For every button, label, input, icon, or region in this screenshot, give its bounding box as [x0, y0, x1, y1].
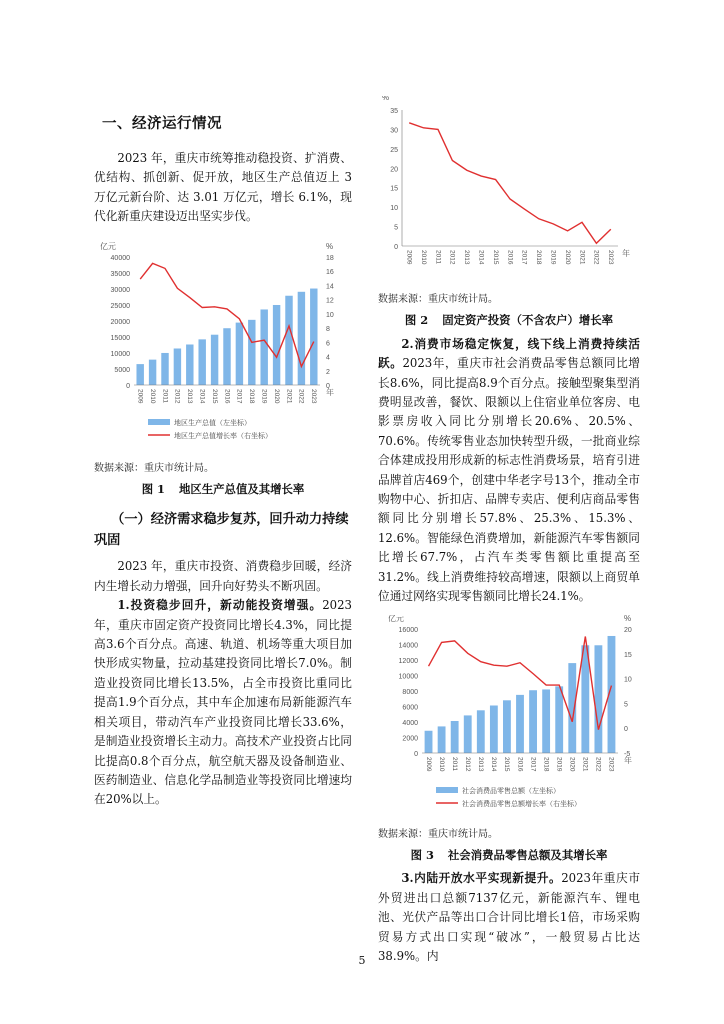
- left-unit-label: 亿元: [100, 241, 116, 251]
- fig3-source: 数据来源：重庆市统计局。: [378, 828, 498, 840]
- opening-body: 2023年重庆市外贸进出口总额7137亿元，新能源汽车、锂电池、光伏产品等出口合计同比增长1倍，市场采购贸易方式出口实现“破冰”，一般贸易占比达38.9%。内: [378, 871, 641, 963]
- y-tick-label: 30000: [110, 286, 130, 294]
- bar: [149, 359, 156, 384]
- right-column: [378, 96, 640, 966]
- bar: [529, 690, 537, 753]
- y-tick-label: 20000: [110, 318, 130, 326]
- x-tick-label: 2022: [592, 250, 600, 265]
- x-tick-label: 2012: [448, 250, 456, 265]
- y-tick-label: 25: [390, 146, 398, 154]
- y-tick-label: 40000: [110, 254, 130, 262]
- y2-tick-label: 8: [326, 325, 330, 333]
- fig1-source: 数据来源：重庆市统计局。: [94, 462, 214, 474]
- x-tick-label: 2009: [424, 756, 432, 771]
- y2-tick-label: 15: [624, 651, 632, 659]
- x-tick-label: 2017: [235, 388, 243, 404]
- bar: [542, 689, 550, 753]
- fig2-source: 数据来源：重庆市统计局。: [378, 294, 498, 305]
- bar: [555, 686, 563, 753]
- x-tick-label: 2016: [223, 388, 231, 404]
- x-unit-label: 年: [326, 387, 334, 397]
- fig2-chart: [378, 96, 640, 272]
- x-tick-label: 2011: [161, 388, 169, 403]
- bar: [285, 295, 292, 384]
- x-tick-label: 2014: [477, 250, 485, 265]
- y2-tick-label: 20: [624, 626, 632, 634]
- y-tick-label: 25000: [110, 302, 130, 310]
- x-tick-label: 2023: [310, 388, 318, 404]
- y-tick-label: 14000: [398, 642, 418, 649]
- x-tick-label: 2017: [520, 250, 528, 265]
- x-tick-label: 2018: [248, 388, 256, 404]
- legend-bar-swatch: [436, 787, 458, 793]
- x-tick-label: 2016: [506, 250, 514, 265]
- bar: [248, 319, 255, 384]
- bar: [451, 720, 459, 752]
- y2-tick-label: 16: [326, 268, 334, 276]
- x-unit-label: 年: [624, 755, 632, 765]
- investment-lead: 1.投资稳步回升，新动能投资增强。: [117, 598, 323, 613]
- consumption-lead: 2.消费市场稳定恢复，线下线上消费持续活跃。: [378, 336, 640, 371]
- right-unit-label: %: [624, 614, 632, 623]
- bar: [223, 328, 230, 385]
- left-column: [94, 112, 352, 810]
- x-tick-label: 2011: [434, 250, 442, 264]
- x-tick-label: 2022: [297, 388, 305, 404]
- intro-paragraph: 2023 年，重庆市统筹推动稳投资、扩消费、优结构、抓创新、促开放，地区生产总值迈上 3 万亿元新台阶、达 3.01 万亿元，增长 6.1%，现代化新重庆建设迈出坚实步伐。: [94, 151, 352, 224]
- bar: [425, 730, 433, 752]
- x-tick-label: 2020: [563, 250, 571, 265]
- y-tick-label: 6000: [402, 704, 418, 711]
- legend-line-label: 社会消费品零售总额增长率（右坐标）: [462, 800, 581, 808]
- opening-lead: 3.内陆开放水平实现新提升。: [401, 871, 562, 886]
- x-tick-label: 2021: [285, 388, 293, 404]
- y-tick-label: 15000: [110, 334, 130, 342]
- investment-body: 2023年，重庆市固定资产投资同比增长4.3%，同比提高3.6个百分点。高速、轨道、机场等重大项目加快形成实物量，拉动基建投资同比增长7.0%。制造业投资同比增长13.5%，占全市投资比重同比提高1.9个百分点，其中车企加速布局新能源汽车相关项目，带动汽车产业投资同比增长33.6%，是制造业投资增长主动力。高技术产业投资占比同比提高0.8个百分点，航空航天器及设备制造业、医药制造业、信息化学品制造业等投资同比增速均在20%以上。: [94, 598, 352, 807]
- x-tick-label: 2020: [272, 388, 280, 404]
- x-tick-label: 2010: [437, 756, 445, 771]
- bar: [260, 309, 267, 385]
- x-tick-label: 2010: [148, 388, 156, 404]
- x-tick-label: 2009: [136, 388, 144, 404]
- bar: [273, 305, 280, 385]
- y-tick-label: 10000: [398, 673, 418, 680]
- fig2-caption: 图 2 固定资产投资（不含农户）增长率: [404, 313, 614, 328]
- y-unit-label: %: [382, 96, 390, 102]
- x-tick-label: 2020: [568, 756, 576, 771]
- paragraph-consumption: [378, 335, 640, 607]
- x-tick-label: 2015: [503, 756, 511, 771]
- bar: [310, 288, 317, 384]
- bar: [186, 344, 193, 385]
- left-unit-label: 亿元: [388, 614, 404, 623]
- bar: [464, 715, 472, 753]
- fig3-chart: [378, 615, 640, 825]
- x-tick-label: 2023: [607, 756, 615, 771]
- x-tick-label: 2019: [260, 388, 268, 404]
- x-tick-label: 2019: [555, 756, 563, 771]
- x-tick-label: 2019: [549, 250, 557, 265]
- x-tick-label: 2016: [516, 756, 524, 771]
- x-tick-label: 2013: [463, 250, 471, 265]
- bar: [594, 645, 602, 753]
- y2-tick-label: 0: [326, 382, 330, 390]
- fig3-caption: 图 3 社会消费品零售总额及其增长率: [410, 847, 608, 862]
- legend-bar-label: 地区生产总值（左坐标）: [174, 419, 251, 427]
- y-tick-label: 8000: [402, 688, 418, 696]
- bar: [503, 700, 511, 753]
- y2-tick-label: 6: [326, 339, 330, 347]
- bar: [174, 348, 181, 385]
- x-tick-label: 2017: [529, 756, 537, 771]
- x-tick-label: 2012: [464, 756, 472, 771]
- paragraph-opening: [378, 869, 640, 966]
- subsection-title: （一）经济需求稳步复苏，回升动力持续巩固: [94, 512, 349, 549]
- x-tick-label: 2012: [173, 388, 181, 404]
- y-tick-label: 35000: [110, 270, 130, 278]
- legend-line-label: 地区生产总值增长率（右坐标）: [174, 432, 272, 440]
- bar: [438, 726, 446, 753]
- legend-bar-label: 社会消费品零售总额（左坐标）: [462, 787, 560, 795]
- legend-bar-swatch: [148, 419, 170, 425]
- y-tick-label: 0: [126, 382, 130, 390]
- x-tick-label: 2018: [542, 756, 550, 771]
- bar: [298, 291, 305, 384]
- y-tick-label: 10: [390, 205, 398, 213]
- bar: [161, 353, 168, 385]
- bar: [136, 364, 143, 385]
- x-tick-label: 2009: [405, 250, 413, 265]
- x-tick-label: 2011: [450, 756, 458, 771]
- y2-tick-label: 10: [624, 676, 632, 684]
- section-title: 一、经济运行情况: [102, 115, 222, 132]
- y2-tick-label: 4: [326, 354, 330, 362]
- fig1-chart: [94, 237, 352, 459]
- x-tick-label: 2014: [490, 756, 498, 771]
- x-tick-label: 2021: [581, 756, 589, 771]
- y-tick-label: 4000: [402, 719, 418, 727]
- x-tick-label: 2015: [210, 388, 218, 404]
- y2-tick-label: 5: [624, 700, 628, 708]
- bar: [516, 694, 524, 752]
- y-tick-label: 0: [394, 244, 398, 251]
- bar: [198, 339, 205, 385]
- bar: [211, 334, 218, 384]
- bar: [236, 322, 243, 384]
- y2-tick-label: -5: [624, 750, 631, 758]
- y-tick-label: 15: [390, 185, 398, 193]
- y-tick-label: 2000: [402, 735, 418, 742]
- x-tick-label: 2013: [477, 756, 485, 771]
- y-tick-label: 16000: [398, 626, 418, 634]
- investment-growth-line: [409, 123, 611, 243]
- paragraph-investment: [94, 596, 352, 809]
- fig1-caption: 图 1 地区生产总值及其增长率: [141, 482, 305, 497]
- y-tick-label: 20: [390, 166, 398, 174]
- y2-tick-label: 12: [326, 297, 334, 305]
- x-tick-label: 2015: [491, 250, 499, 265]
- y-tick-label: 12000: [398, 657, 418, 665]
- y-tick-label: 30: [390, 127, 398, 135]
- consumption-body: 2023年，重庆市社会消费品零售总额同比增长8.6%，同比提高8.9个百分点。接触型聚集型消费明显改善，餐饮、限额以上住宿业单位客房、电影票房收入同比分别增长20.6%、20.5%、70.6%。传统零售业态加快转型升级，一批商业综合体建成投用形成新的标志性消费场景，培育引进品牌首店469个，创建中华老字号13个，推动全市购物中心、折扣店、品牌专卖店、便利店商品零售额同比分别增长57.8%、25.3%、15.3%、12.6%。智能绿色消费增加，新能源汽车零售额同比增长67.7%，占汽车类零售额比重提高至31.2%。线上消费维持较高增速，限额以上商贸单位通过网络实现零售额同比增长24.1%。: [378, 356, 640, 604]
- x-tick-label: 2023: [607, 250, 615, 265]
- y-tick-label: 10000: [110, 350, 130, 358]
- y-tick-label: 35: [390, 108, 398, 115]
- right-unit-label: %: [326, 241, 334, 251]
- y2-tick-label: 2: [326, 368, 330, 376]
- page-number: 5: [358, 954, 366, 967]
- x-unit-label: 年: [622, 249, 630, 258]
- x-tick-label: 2010: [419, 250, 427, 265]
- y2-tick-label: 18: [326, 254, 334, 262]
- x-tick-label: 2018: [535, 250, 543, 265]
- bar: [490, 705, 498, 753]
- y-tick-label: 0: [414, 750, 418, 758]
- x-tick-label: 2021: [578, 250, 586, 265]
- y2-tick-label: 14: [326, 283, 334, 291]
- x-tick-label: 2013: [186, 388, 194, 404]
- bar: [477, 710, 485, 753]
- y-tick-label: 5: [394, 224, 398, 232]
- bar: [581, 645, 589, 753]
- paragraph-overview: 2023 年，重庆市投资、消费稳步回暖，经济内生增长动力增强，回升向好势头不断巩固。: [94, 559, 352, 593]
- y2-tick-label: 10: [326, 311, 334, 319]
- y2-tick-label: 0: [624, 725, 628, 733]
- y-tick-label: 5000: [114, 366, 130, 374]
- x-tick-label: 2022: [594, 756, 602, 771]
- x-tick-label: 2014: [198, 388, 206, 404]
